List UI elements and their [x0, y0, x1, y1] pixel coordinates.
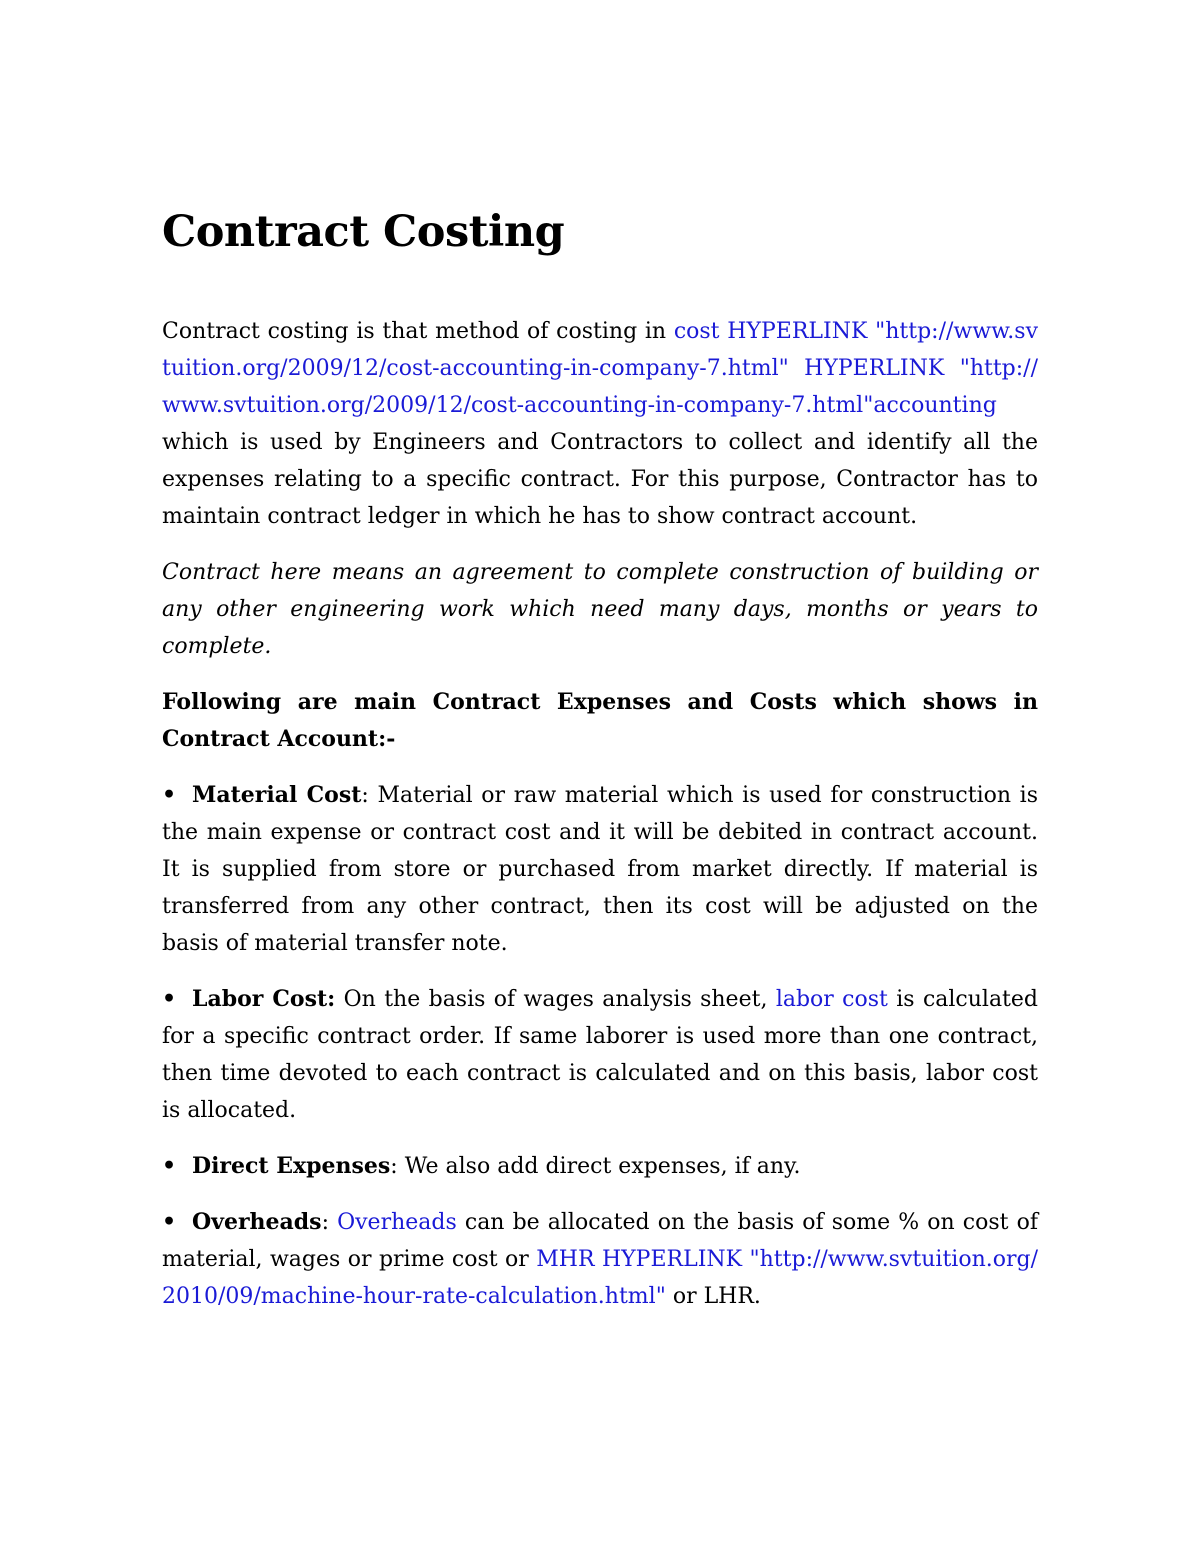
list-heading: Following are main Contract Expenses and Costs which shows in Contract Account:- — [162, 689, 1038, 752]
labor-cost-link[interactable]: labor cost — [775, 987, 888, 1012]
item-label: Labor Cost: — [192, 986, 336, 1012]
item-text-1: can be allocated on the basis of some % on cost of material, wages or prime cost or — [162, 1210, 1038, 1272]
hyperlink-field-2: HYPERLINK — [788, 356, 960, 381]
item-text-2: is calculated for a specific contract order. If same laborer is used more than one contract, then time devoted to each contract is calculated and on this basis, labor cost is allocated. — [162, 987, 1038, 1123]
item-separator: : — [321, 1210, 338, 1235]
item-label: Direct Expenses — [192, 1153, 391, 1179]
item-text: Material or raw material which is used for construction is the main expense or contract cost and it will be debited in contract account. It is supplied from store or purchased from market directly. If material is transferred from any other contract, then its cost will be adjusted on the basis of material transfer note. — [162, 783, 1039, 956]
list-item-labor-cost — [162, 981, 1038, 1129]
hyperlink-field-1: HYPERLINK — [719, 319, 876, 344]
url-field-3[interactable]: "http://www.svtuition.org/2010/09/machine-hour-rate-calculation.html" — [162, 1247, 1038, 1309]
document-body — [162, 313, 1038, 1334]
accounting-link[interactable]: accounting — [873, 393, 997, 418]
bullet-icon — [162, 1148, 192, 1185]
definition-paragraph: Contract here means an agreement to complete construction of building or any other engineering work which need many days, months or years to complete. — [162, 560, 1038, 659]
list-item-material-cost — [162, 777, 1038, 962]
list-item-direct-expenses — [162, 1148, 1038, 1185]
item-text: We also add direct expenses, if any. — [404, 1154, 801, 1179]
page-title: Contract Costing — [162, 207, 565, 257]
hyperlink-field-3: HYPERLINK — [594, 1247, 750, 1272]
bullet-icon — [162, 981, 192, 1018]
bullet-icon — [162, 1204, 192, 1241]
item-separator: : — [390, 1154, 405, 1179]
list-item-overheads — [162, 1204, 1038, 1315]
intro-paragraph — [162, 313, 1038, 535]
url-field-2[interactable]: "http://www.svtuition.org/2009/12/cost-accounting-in-company-7.html" — [162, 356, 1038, 418]
item-text-1: On the basis of wages analysis sheet, — [335, 987, 776, 1012]
cost-link[interactable]: cost — [673, 319, 720, 344]
item-text-2: or LHR. — [665, 1284, 761, 1309]
overheads-link[interactable]: Overheads — [337, 1210, 457, 1235]
mhr-link[interactable]: MHR — [536, 1247, 595, 1272]
item-label: Material Cost — [192, 782, 362, 808]
intro-text-1: Contract costing is that method of costing in — [162, 319, 674, 344]
item-label: Overheads — [192, 1209, 322, 1235]
item-separator: : — [361, 783, 378, 808]
bullet-icon — [162, 777, 192, 814]
intro-text-2: which is used by Engineers and Contractors to collect and identify all the expenses relating to a specific contract. For this purpose, Contractor has to maintain contract ledger in which he has to show contract account. — [162, 430, 1038, 529]
url-field-1[interactable]: "http://www.svtuition.org/2009/12/cost-accounting-in-company-7.html" — [162, 319, 1039, 381]
